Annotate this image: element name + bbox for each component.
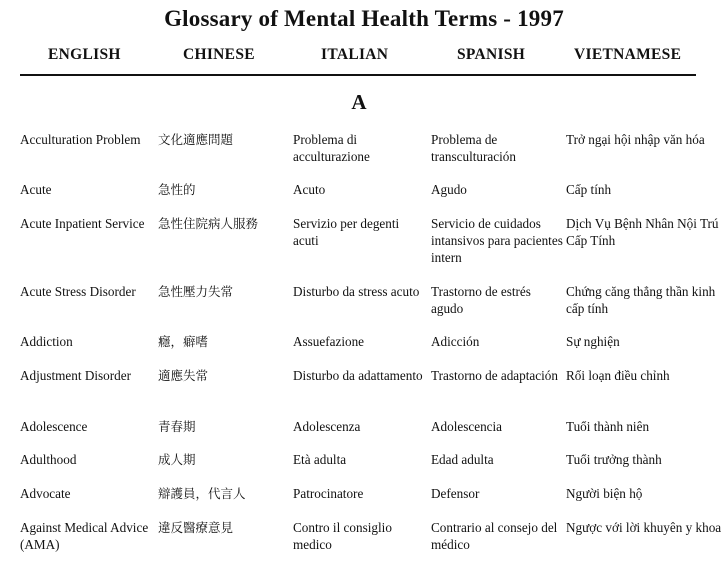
column-headers [0,46,728,68]
term-vietnamese: Dịch Vụ Bệnh Nhân Nội Trú Cấp Tính [566,216,719,248]
term-italian: Problema di acculturazione [293,132,370,164]
term-chinese: 成人期 [158,452,196,467]
term-english: Acculturation Problem [20,132,141,147]
term-italian: Età adulta [293,452,347,467]
term-vietnamese: Trở ngại hội nhập văn hóa [566,132,705,147]
term-chinese: 癮，癖嗜 [158,334,209,349]
term-italian: Disturbo da adattamento [293,368,423,383]
term-spanish: Adicción [431,334,480,349]
term-spanish: Problema de transculturación [431,132,516,164]
header-spanish: SPANISH [457,46,526,63]
term-english: Adulthood [20,452,77,467]
term-vietnamese: Ngược với lời khuyên y khoa [566,520,722,535]
term-spanish: Trastorno de estrés agudo [431,284,531,316]
term-italian: Patrocinatore [293,486,364,501]
term-vietnamese: Tuổi trưởng thành [566,452,662,467]
term-spanish: Defensor [431,486,480,501]
page-title: Glossary of Mental Health Terms - 1997 [164,6,564,31]
term-spanish: Contrario al consejo del médico [431,520,558,552]
term-spanish: Adolescencia [431,419,503,434]
term-chinese: 違反醫療意見 [158,520,234,535]
term-chinese: 急性壓力失常 [158,284,234,299]
term-italian: Contro il consiglio medico [293,520,392,552]
header-chinese: CHINESE [183,46,255,63]
section-letter: A [351,90,367,114]
term-english: Acute Inpatient Service [20,216,145,231]
term-italian: Assuefazione [293,334,365,349]
term-vietnamese: Sự nghiện [566,334,620,349]
header-divider [20,74,696,76]
term-spanish: Servicio de cuidados intansivos para pacientes intern [431,216,563,265]
term-english: Advocate [20,486,71,501]
term-english: Adolescence [20,419,88,434]
header-vietnamese: VIETNAMESE [574,46,682,63]
term-italian: Servizio per degenti acuti [293,216,400,248]
term-english: Against Medical Advice (AMA) [20,520,149,552]
term-chinese: 急性住院病人服務 [158,216,259,231]
term-english: Acute Stress Disorder [20,284,136,299]
term-chinese: 辯護員，代言人 [158,486,246,501]
term-spanish: Edad adulta [431,452,494,467]
term-vietnamese: Chứng căng thẳng thần kinh cấp tính [566,284,716,316]
header-italian: ITALIAN [321,46,389,63]
term-english: Acute [20,182,52,197]
term-chinese: 青春期 [158,419,196,434]
term-chinese: 適應失常 [158,368,209,383]
header-english: ENGLISH [48,46,121,63]
term-english: Addiction [20,334,73,349]
term-italian: Adolescenza [293,419,361,434]
term-vietnamese: Tuổi thành niên [566,419,650,434]
term-spanish: Trastorno de adaptación [431,368,558,383]
term-italian: Acuto [293,182,326,197]
term-vietnamese: Rối loạn điều chỉnh [566,368,670,383]
term-chinese: 急性的 [158,182,196,197]
term-spanish: Agudo [431,182,467,197]
term-vietnamese: Người biện hộ [566,486,643,501]
term-chinese: 文化適應問題 [158,132,234,147]
term-english: Adjustment Disorder [20,368,131,383]
term-italian: Disturbo da stress acuto [293,284,420,299]
term-vietnamese: Cấp tính [566,182,612,197]
